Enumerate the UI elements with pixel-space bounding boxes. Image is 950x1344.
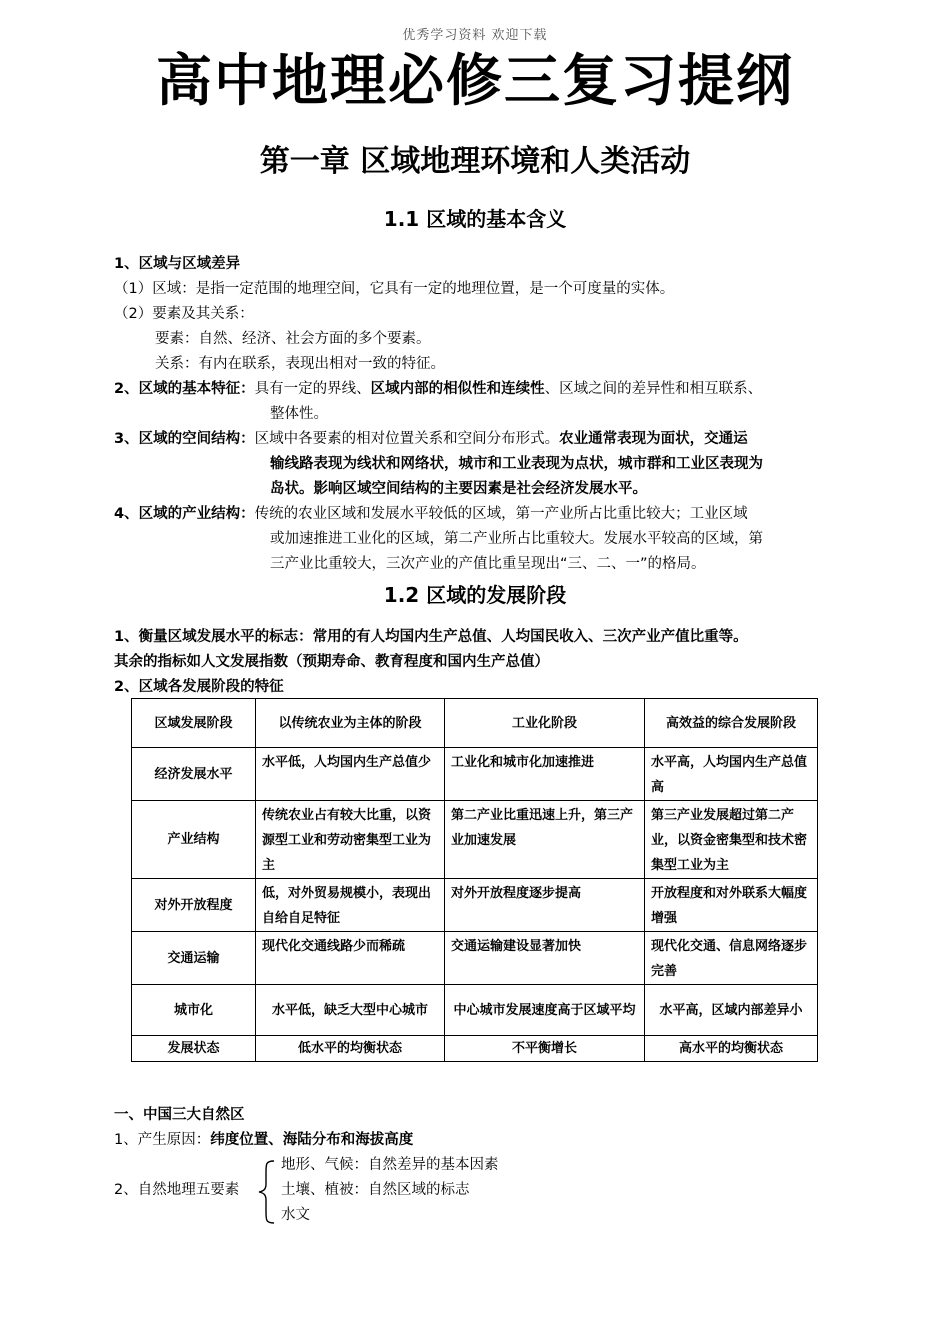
table-row-header: 交通运输: [132, 932, 256, 985]
table-cell: 低，对外贸易规模小，表现出自给自足特征: [256, 879, 445, 932]
item-2-text-4: 整体性。: [270, 406, 328, 422]
item-4: [114, 502, 748, 527]
section-heading-1-2: 1.2 区域的发展阶段: [383, 583, 567, 607]
table-row: [132, 985, 818, 1036]
table-row-header: 经济发展水平: [132, 748, 256, 801]
table-cell: 对外开放程度逐步提高: [445, 879, 645, 932]
table-cell: 现代化交通、信息网络逐步完善: [645, 932, 818, 985]
table-row-header: 发展状态: [132, 1036, 256, 1062]
regions-item-2-z: 水文: [281, 1207, 310, 1223]
section-heading-regions: 一、中国三大自然区: [114, 1107, 245, 1123]
left-brace-icon: [256, 1158, 278, 1226]
item-3-text-1: 区域中各要素的相对位置关系和空间分布形式。: [254, 431, 560, 447]
item-4-text-2: 或加速推进工业化的区域，第二产业所占比重较大。发展水平较高的区域，第: [270, 531, 763, 547]
table-cell: 交通运输建设显著加快: [445, 932, 645, 985]
table-cell: 工业化和城市化加速推进: [445, 748, 645, 801]
table-row-header: 产业结构: [132, 801, 256, 879]
table-header-cell: 以传统农业为主体的阶段: [256, 699, 445, 748]
item-1-b1: 要素：自然、经济、社会方面的多个要素。: [155, 331, 431, 347]
table-cell: 高水平的均衡状态: [645, 1036, 818, 1062]
item-3: [114, 427, 748, 452]
table-row-header: 对外开放程度: [132, 879, 256, 932]
item-2-label: 2、区域的基本特征：: [114, 381, 255, 397]
chapter-title: 第一章 区域地理环境和人类活动: [259, 144, 691, 179]
item-1-b: （2）要素及其关系：: [114, 306, 254, 322]
regions-item-1-text: 纬度位置、海陆分布和海拔高度: [210, 1132, 414, 1148]
section-heading-1-1: 1.1 区域的基本含义: [383, 207, 567, 231]
table-header-cell: 工业化阶段: [445, 699, 645, 748]
table-header-cell: 高效益的综合发展阶段: [645, 699, 818, 748]
item-1-a: （1）区域：是指一定范围的地理空间，它具有一定的地理位置，是一个可度量的实体。: [114, 281, 675, 297]
regions-item-2-x: 地形、气候：自然差异的基本因素: [281, 1157, 499, 1173]
item-2-text-2: 区域内部的相似性和连续性: [370, 381, 545, 397]
table-row-header: 城市化: [132, 985, 256, 1036]
table-cell: 第三产业发展超过第二产业，以资金密集型和技术密集型工业为主: [645, 801, 818, 879]
table-cell: 开放程度和对外联系大幅度增强: [645, 879, 818, 932]
item-4-label: 4、区域的产业结构：: [114, 506, 255, 522]
regions-item-1-label: 1、产生原因：: [114, 1132, 211, 1148]
item-3-text-4: 岛状。影响区域空间结构的主要因素是社会经济发展水平。: [270, 481, 647, 497]
sec2-item-2: 2、区域各发展阶段的特征: [114, 679, 284, 695]
table-row: [132, 932, 818, 985]
sec2-item-1: 1、衡量区域发展水平的标志：常用的有人均国内生产总值、人均国民收入、三次产业产值比重等。: [114, 629, 748, 645]
table-cell: 现代化交通线路少而稀疏: [256, 932, 445, 985]
table-cell: 中心城市发展速度高于区域平均: [445, 985, 645, 1036]
table-cell: 水平高，人均国内生产总值高: [645, 748, 818, 801]
item-2-text-3: 、区域之间的差异性和相互联系、: [544, 381, 763, 397]
table-cell: 水平低，缺乏大型中心城市: [256, 985, 445, 1036]
table-row: [132, 748, 818, 801]
regions-item-2-label: 2、自然地理五要素: [114, 1182, 240, 1198]
table-cell: 水平低，人均国内生产总值少: [256, 748, 445, 801]
table-cell: 低水平的均衡状态: [256, 1036, 445, 1062]
stages-table: [131, 698, 818, 1062]
item-3-text-3: 输线路表现为线状和网络状，城市和工业表现为点状，城市群和工业区表现为: [270, 456, 763, 472]
table-cell: 不平衡增长: [445, 1036, 645, 1062]
item-2: [114, 377, 762, 402]
regions-item-1: [114, 1128, 413, 1153]
item-2-text-1: 具有一定的界线、: [254, 381, 371, 397]
table-header-cell: 区域发展阶段: [132, 699, 256, 748]
item-4-text-1: 传统的农业区域和发展水平较低的区域，第一产业所占比重比较大；工业区域: [254, 506, 748, 522]
item-3-label: 3、区域的空间结构：: [114, 431, 255, 447]
table-header-row: [132, 699, 818, 748]
sec2-item-1b: 其余的指标如人文发展指数（预期寿命、教育程度和国内生产总值）: [114, 654, 549, 670]
item-1-title: 1、区域与区域差异: [114, 256, 241, 272]
page-title: 高中地理必修三复习提纲: [156, 49, 794, 114]
watermark: 优秀学习资料 欢迎下载: [402, 28, 548, 43]
table-row: [132, 879, 818, 932]
table-cell: 水平高，区域内部差异小: [645, 985, 818, 1036]
table-cell: 传统农业占有较大比重，以资源型工业和劳动密集型工业为主: [256, 801, 445, 879]
item-1-b2: 关系：有内在联系，表现出相对一致的特征。: [155, 356, 445, 372]
item-4-text-3: 三产业比重较大，三次产业的产值比重呈现出“三、二、一”的格局。: [270, 556, 706, 572]
table-cell: 第二产业比重迅速上升，第三产业加速发展: [445, 801, 645, 879]
item-3-text-2: 农业通常表现为面状，交通运: [559, 431, 748, 447]
table-row: [132, 801, 818, 879]
regions-item-2-y: 土壤、植被：自然区域的标志: [281, 1182, 470, 1198]
table-row: [132, 1036, 818, 1062]
